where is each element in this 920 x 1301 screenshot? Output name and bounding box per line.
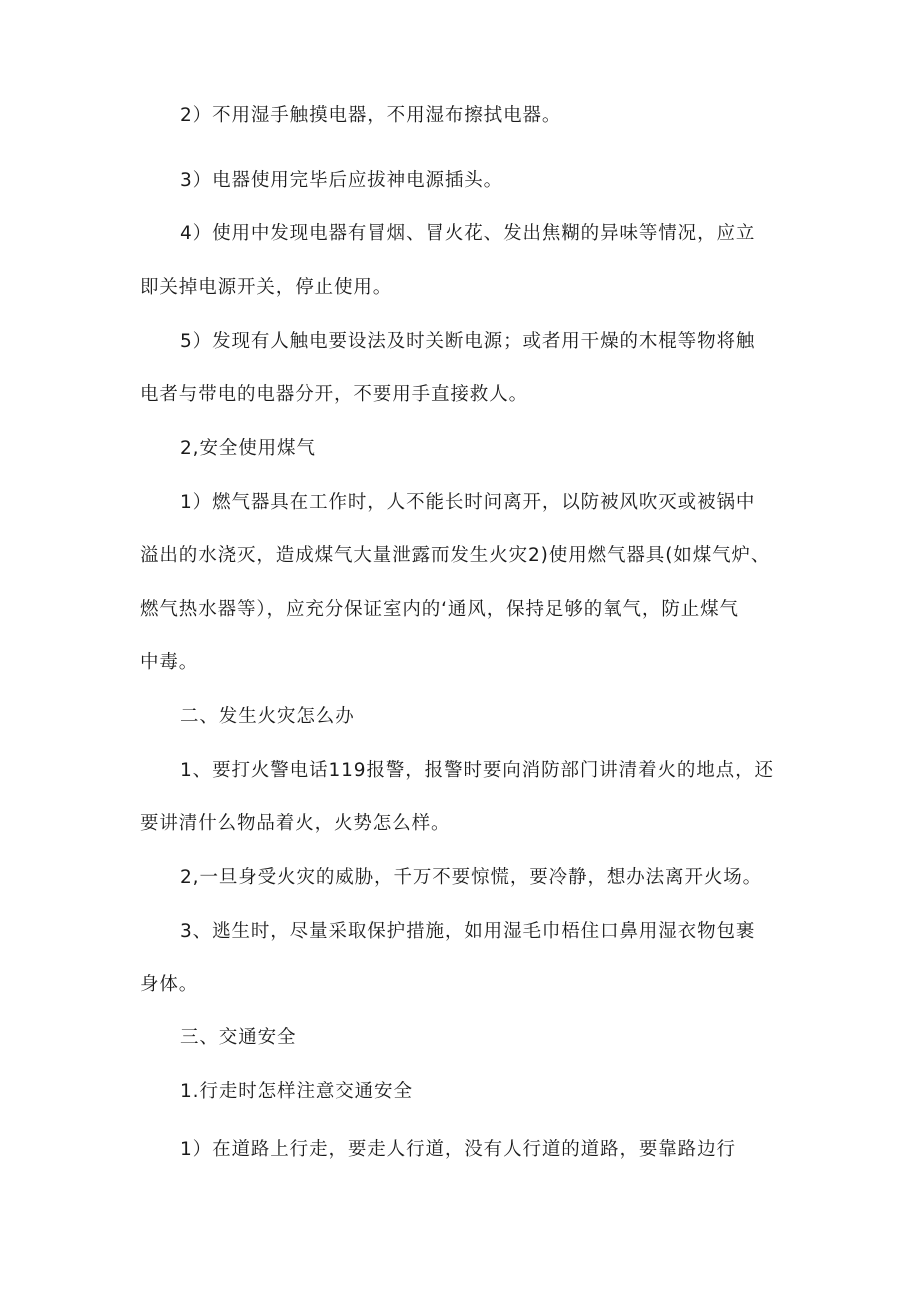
paragraph-line: 身体。 <box>140 974 199 995</box>
paragraph-line: 溢出的水浇灭，造成煤气大量泄露而发生火灾2)使用燃气器具(如煤气炉、 <box>140 545 771 566</box>
section-heading: 二、发生火灾怎么办 <box>180 706 355 727</box>
subsection-heading: 1.行走时怎样注意交通安全 <box>180 1081 413 1102</box>
section-heading: 三、交通安全 <box>180 1027 297 1048</box>
paragraph-line: 2,一旦身受火灾的威胁，千万不要惊慌，要冷静，想办法离开火场。 <box>180 867 763 888</box>
paragraph-line: 3、逃生时，尽量采取保护措施，如用湿毛巾梧住口鼻用湿衣物包裹 <box>180 921 756 942</box>
paragraph-line: 5）发现有人触电要设法及时关断电源；或者用干燥的木棍等物将触 <box>180 331 756 352</box>
paragraph-line: 要讲清什么物品着火，火势怎么样。 <box>140 813 451 834</box>
paragraph-line: 1）在道路上行走，要走人行道，没有人行道的道路，要靠路边行 <box>180 1139 736 1160</box>
paragraph-line: 燃气热水器等），应充分保证室内的‘通风，保持足够的氧气，防止煤气 <box>140 599 739 620</box>
paragraph-line: 中毒。 <box>140 652 199 673</box>
paragraph-line: 1）燃气器具在工作时，人不能长时问离开，以防被风吹灭或被锅中 <box>180 492 756 513</box>
paragraph-line: 即关掉电源开关，停止使用。 <box>140 277 393 298</box>
paragraph-line: 电者与带电的电器分开，不要用手直接救人。 <box>140 384 529 405</box>
section-heading: 2,安全使用煤气 <box>180 438 316 459</box>
paragraph-line: 2）不用湿手触摸电器，不用湿布擦拭电器。 <box>180 105 562 126</box>
paragraph-line: 3）电器使用完毕后应拔神电源插头。 <box>180 170 504 191</box>
paragraph-line: 1、要打火警电话119报警，报警时要向消防部门讲清着火的地点，还 <box>180 760 774 781</box>
paragraph-line: 4）使用中发现电器有冒烟、冒火花、发出焦糊的异味等情况，应立 <box>180 223 756 244</box>
